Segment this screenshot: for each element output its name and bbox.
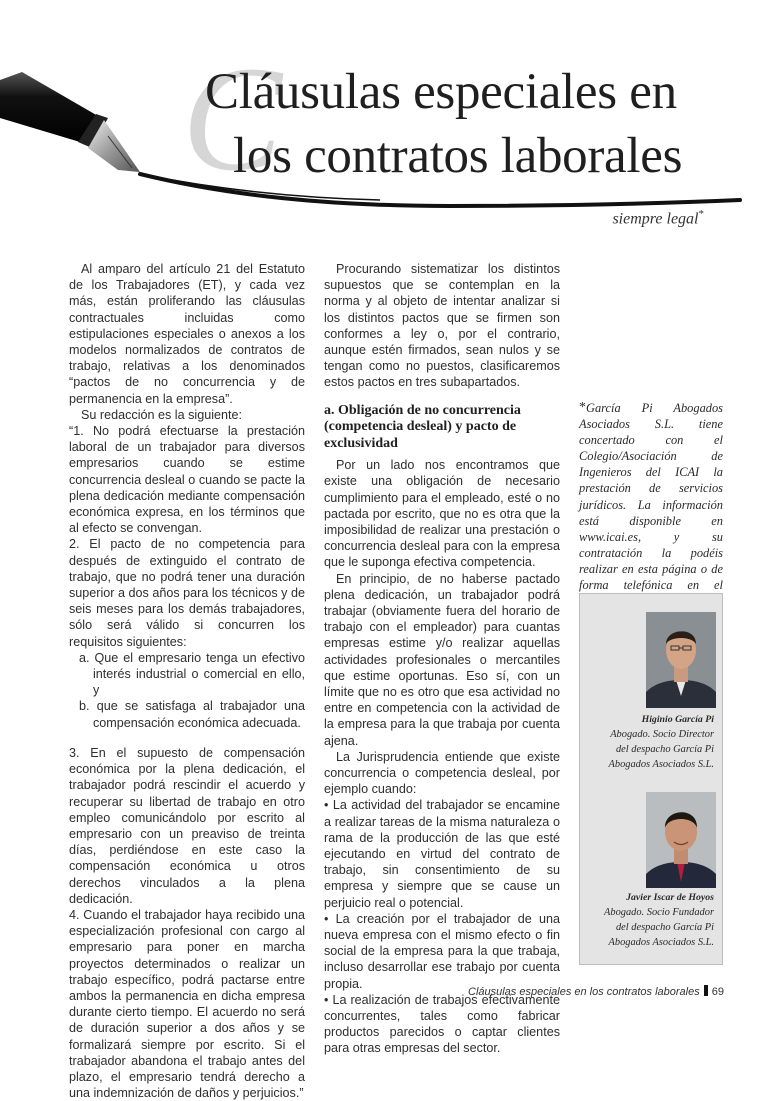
paragraph-intro-2: Procurando sistematizar los distintos supuestos que se contemplan en la norma y al objeto de intentar analizar si los distintos pactos que se firmen son conformes a ley o, por el contrario, aunque estén firmados, sean nulos y se tengan como no puestos, clasificaremos estos pactos en tres subapartados. (324, 262, 560, 390)
paragraph-no-concurrencia: Por un lado nos encontramos que existe una obligación de necesario cumplimiento para el empleado, esté o no pactada por escrito, que no es otra que la imposibilidad de realizar una prestación o concurrencia desleal para con la empresa que le suponga efectiva competencia. (324, 458, 560, 570)
page-number: 69 (711, 986, 724, 998)
paragraph-intro: Al amparo del artículo 21 del Estatuto de los Trabajadores (ET), y cada vez más, están proliferando las cláusulas contractuales incluidas como estipulaciones especiales o anexos a los modelos normalizados de contratos de trabajo, relativas a los denominados “pactos de no concurrencia y de permanencia en la empresa”. (69, 262, 305, 406)
footer-divider (704, 985, 708, 996)
note-footnote-mark: * (579, 400, 586, 415)
bullet-item: • La creación por el trabajador de una nueva empresa con el mismo efecto o fin social de la empresa para la que trabaja, incluso desarrollar ese trabajo por cuenta propia. (324, 911, 560, 991)
bullet-item: • La actividad del trabajador se encamine a realizar tareas de la misma naturaleza o rama de la producción de las que esté ejecutando en virtud del contrato de trabajo, sin consentimiento de su empresa y siempre que se cause un perjuicio real o potencial. (324, 798, 560, 910)
title-line-2: los contratos laborales (233, 128, 683, 184)
author-photo (646, 612, 716, 708)
person-portrait-icon (646, 792, 716, 888)
paragraph-jurisprudencia: La Jurisprudencia entiende que existe concurrencia o competencia desleal, por ejemplo cuando: (324, 749, 560, 797)
note-text: García Pi Abogados Asociados S.L. tiene concertado con el Colegio/Asociación de Ingenieros del ICAI la prestación de servicios jurídicos. La información está disponible en www.icai.es, y su contratación la podéis realizar en esta página o de forma telefónica en el (579, 401, 723, 593)
ghost-drop-letter: C (182, 36, 283, 202)
paragraph-redaccion: Su redacción es la siguiente: (81, 407, 243, 422)
author-role: Abogado. Socio Fundador (604, 907, 714, 918)
section-heading-a: a. Obligación de no concurrencia (competencia desleal) y pacto de exclusividad (324, 402, 521, 451)
statute-item-2: 2. El pacto de no competencia para después de extinguido el contrato de trabajo, que no podrá tener una duración superior a dos años para los técnicos y de seis meses para los demás trabajadores, sólo será válido si concurren los requisitos siguientes: (69, 537, 305, 649)
byline (612, 208, 704, 228)
author-firm-name: Abogados Asociados S.L. (608, 937, 714, 948)
author-caption-2 (584, 890, 714, 950)
author-firm: del despacho García Pi (615, 744, 714, 755)
author-role: Abogado. Socio Director (610, 729, 714, 740)
byline-text: siempre legal (612, 210, 699, 228)
authors-card (579, 593, 723, 965)
author-caption-1 (584, 712, 714, 772)
author-firm-name: Abogados Asociados S.L. (608, 759, 714, 770)
bullet-item: • La realización de trabajos efectivamente concurrentes, tales como fabricar productos parecidos o captar clientes para otras empresas del sector. (324, 992, 560, 1056)
article-header (0, 0, 768, 240)
article-column-1 (69, 261, 305, 1101)
article-title (205, 60, 682, 188)
author-name: Javier Iscar de Hoyos (626, 892, 714, 903)
title-line-1: Cláusulas especiales en (205, 64, 677, 120)
author-firm: del despacho García Pi (615, 922, 714, 933)
running-title: Cláusulas especiales en los contratos laborales (468, 986, 700, 998)
statute-item-2b: b. que se satisfaga al trabajador una compensación económica adecuada. (79, 699, 305, 730)
statute-item-1: “1. No podrá efectuarse la prestación laboral de un trabajador para diversos empresarios cuando se estime concurrencia desleal o cuando se pacte la plena dedicación mediante compensación económica expresa, en los términos que al efecto se convengan. (69, 424, 305, 536)
statute-item-2a: a. Que el empresario tenga un efectivo interés industrial o comercial en ello, y (79, 650, 305, 698)
author-name: Higinio García Pi (641, 714, 714, 725)
article-column-2 (324, 261, 560, 1057)
byline-footnote-mark: * (698, 208, 704, 220)
statute-sublist (69, 650, 305, 731)
statute-item-4: 4. Cuando el trabajador haya recibido una especialización profesional con cargo al empresario para poner en marcha proyectos determinados o realizar un trabajo específico, podrá pactarse entre ambos la permanencia en dicha empresa durante cierto tiempo. El acuerdo no será de duración superior a dos años y se formalizará siempre por escrito. Si el trabajador abandona el trabajo antes del plazo, el empresario tendrá derecho a una indemnización de daños y perjuicios.” (69, 907, 305, 1101)
statute-item-3: 3. En el supuesto de compensación económica por la plena dedicación, el trabajador podrá rescindir el acuerdo y recuperar su libertad de trabajo en otro empleo comunicándolo por escrito al empresario con un preaviso de treinta días, perdiéndose en este caso la compensación económica u otros derechos vinculados a la plena dedicación. (69, 745, 305, 906)
paragraph-dedicacion: En principio, de no haberse pactado plena dedicación, un trabajador podrá trabajar (obviamente fuera del horario de trabajo con el empleador) para cuantas empresas estime y/o realizar aquellas actividades profesionales o mercantiles que estime oportunas. Eso sí, con un límite que no es otro que esa actividad no entre en competencia con la actividad de la empresa para la que trabaja por cuenta ajena. (324, 571, 560, 748)
page-footer (468, 985, 724, 998)
author-photo (646, 792, 716, 888)
sidebar-note (579, 400, 723, 609)
person-portrait-icon (646, 612, 716, 708)
